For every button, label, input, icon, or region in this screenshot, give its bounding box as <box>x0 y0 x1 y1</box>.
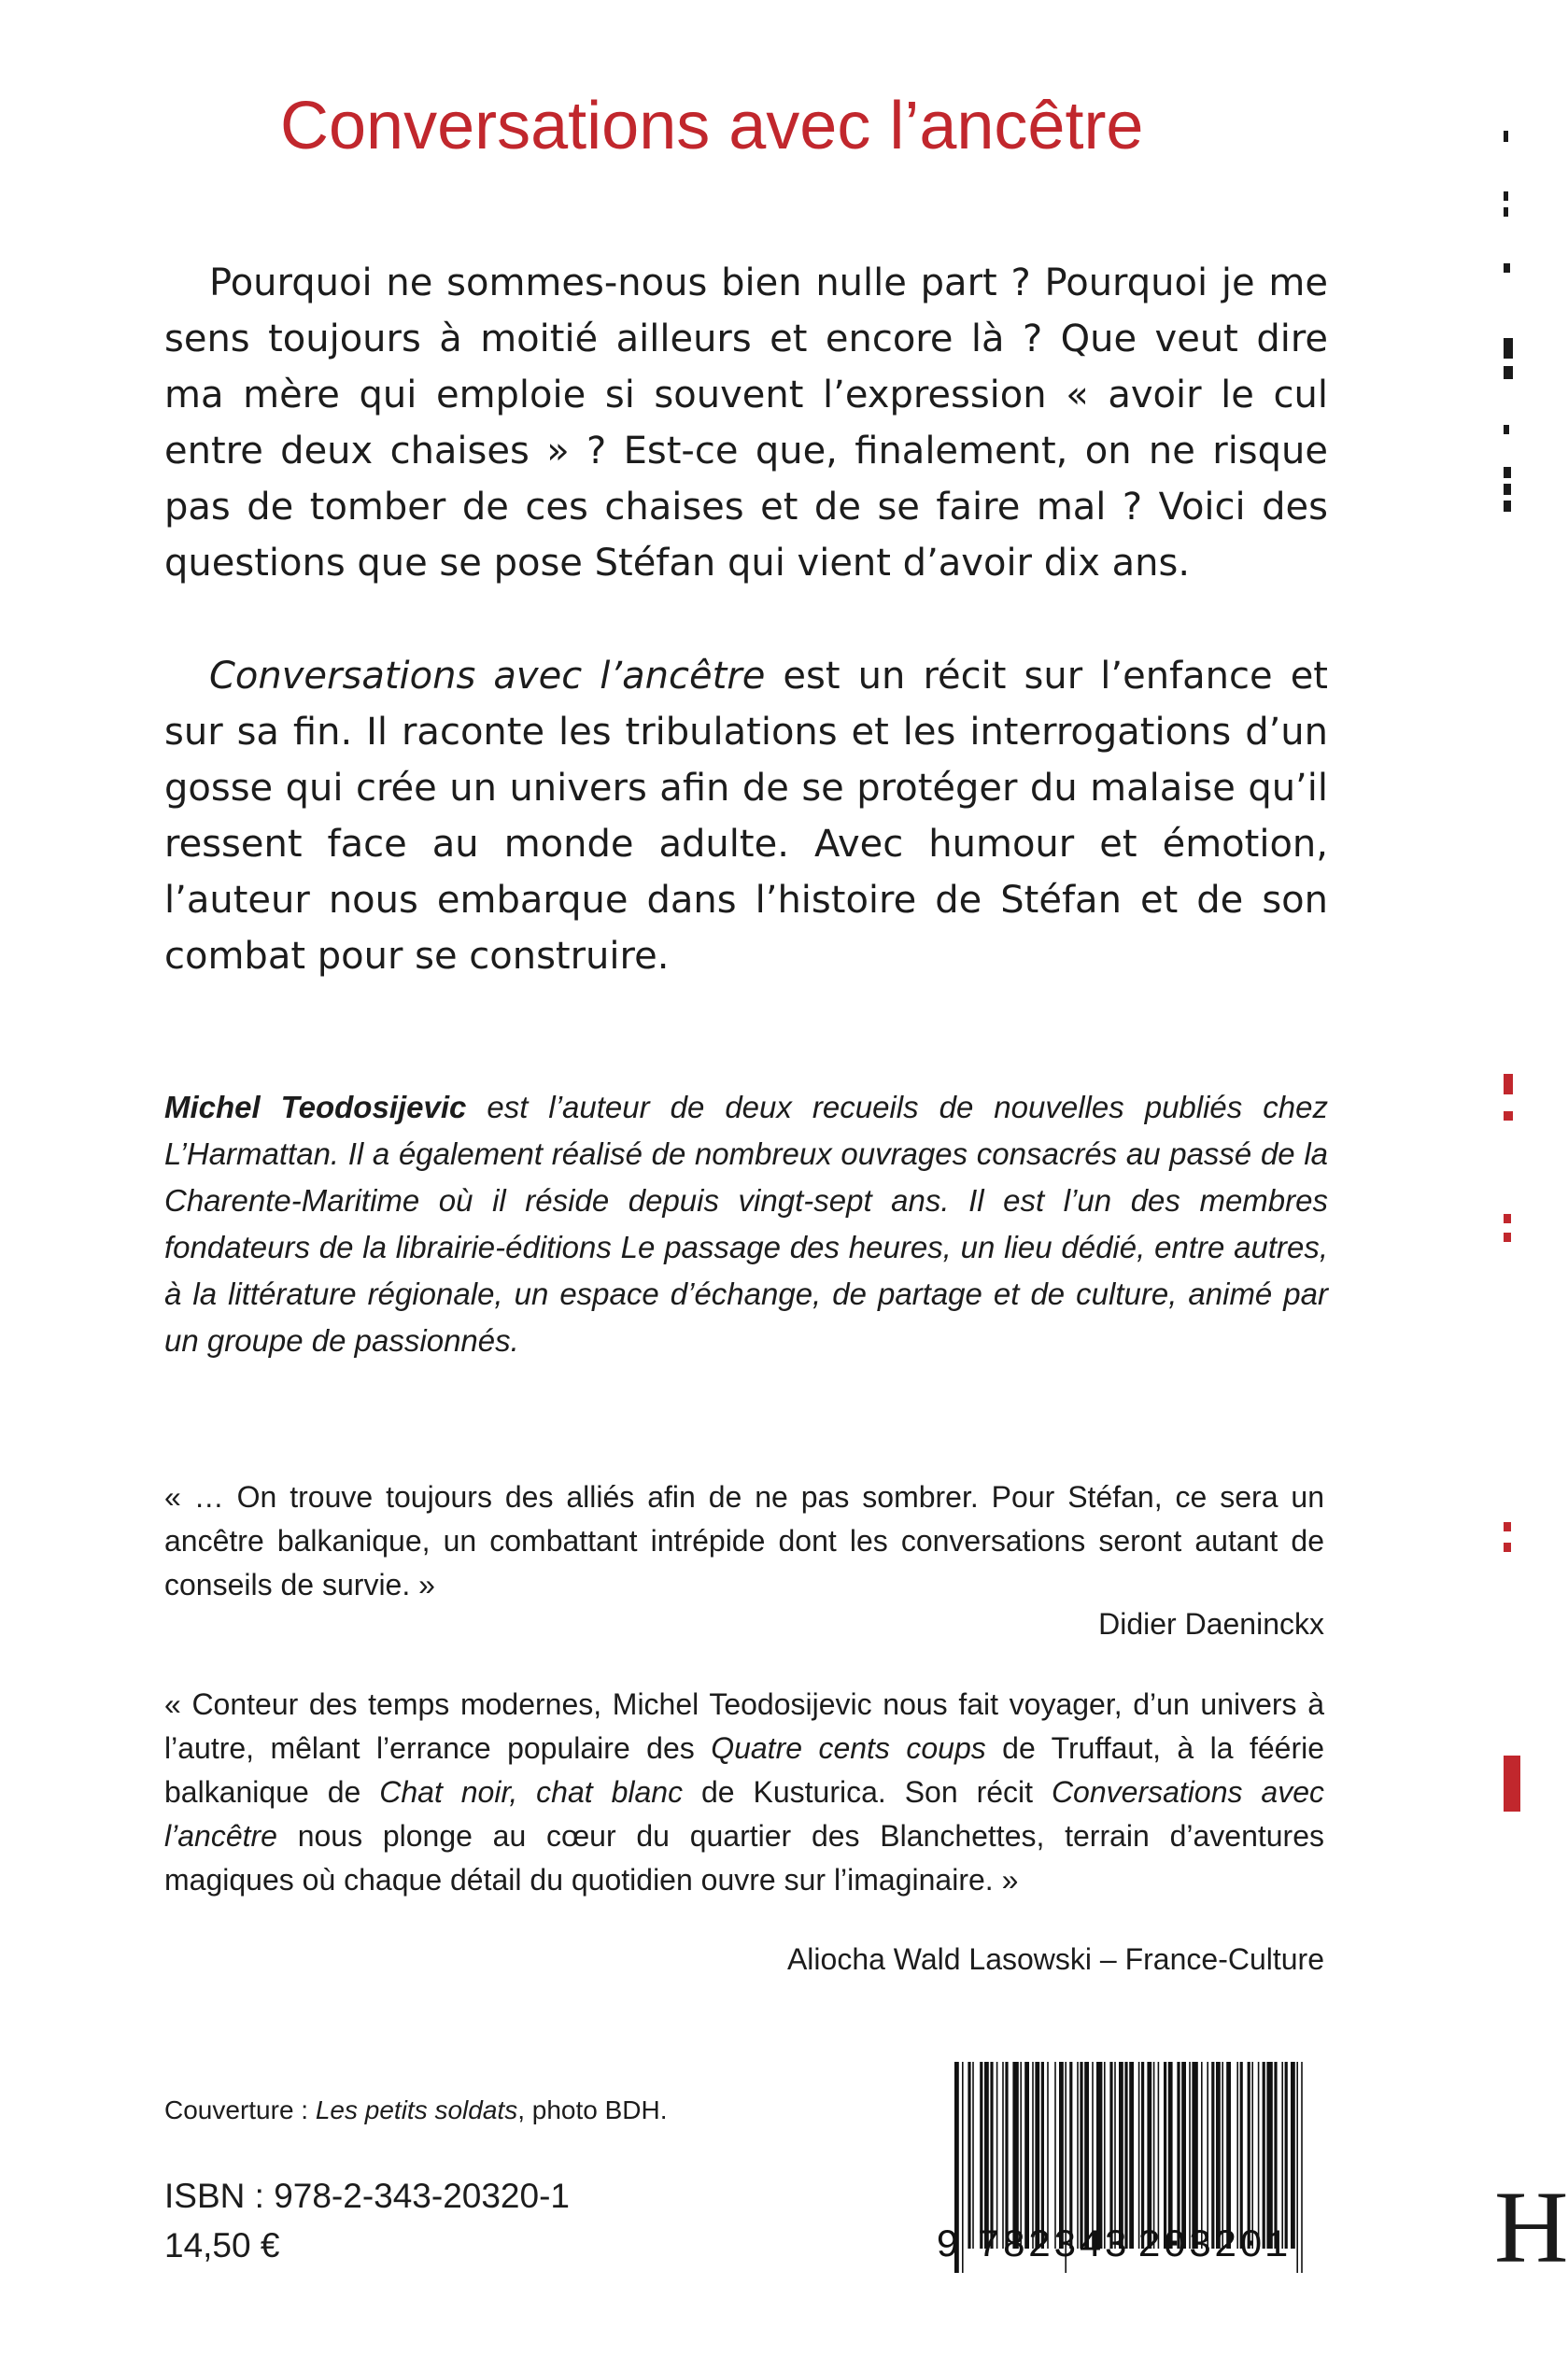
blurb-paragraph-2 <box>164 648 1328 984</box>
review-quote-2-attribution: Aliocha Wald Lasowski – France-Culture <box>786 1942 1324 1976</box>
barcode-bar <box>1207 2062 1208 2249</box>
cover-credit-label: Couverture : <box>164 2095 316 2124</box>
barcode-bar <box>1281 2062 1283 2249</box>
author-bio-text: est l’auteur de deux recueils de nouvelles publiés chez L’Harmattan. Il a également réalisé de nombreux ouvrages consacrés au passé de la Charente-Maritime où il réside depuis vingt-sept ans. Il est l’un des membres fondateurs de la librairie-éditions Le passage des heures, un lieu dédié, entre autres, à la littérature régionale, un espace d’échange, de partage et de culture, animé par un groupe de passionnés. <box>164 1090 1328 1358</box>
barcode-bar <box>1109 2062 1112 2249</box>
barcode-bar <box>1104 2062 1106 2249</box>
barcode-bar <box>1192 2062 1197 2249</box>
barcode-bar <box>1226 2062 1231 2249</box>
blurb-paragraph-2-rest: est un récit sur l’enfance et sur sa fin. Il raconte les tribulations et les interrogations d’un gosse qui crée un univers afin de se protéger du malaise qu’il ressent face au monde adulte. Avec humour et émotion, l’auteur nous embarque dans l’histoire de Stéfan et de son combat pour se construire. <box>164 655 1328 978</box>
blurb-paragraph-1 <box>164 255 1328 591</box>
isbn: ISBN : 978-2-343-20320-1 <box>164 2177 570 2215</box>
barcode-bar <box>962 2062 964 2273</box>
barcode-bar <box>1035 2062 1039 2249</box>
barcode-bar <box>980 2062 982 2249</box>
barcode-bar <box>972 2062 974 2249</box>
quote2-book: Conversations avec l’ancêtre <box>164 1775 1324 1853</box>
barcode-bar <box>990 2062 993 2249</box>
barcode-bar <box>1296 2062 1298 2273</box>
barcode-bar <box>984 2062 989 2249</box>
barcode-bar <box>1266 2062 1272 2249</box>
barcode-bar <box>1216 2062 1221 2249</box>
barcode-bar <box>1147 2062 1151 2249</box>
quote2-film2: Chat noir, chat blanc <box>379 1775 684 1809</box>
barcode-bar <box>1114 2062 1116 2249</box>
barcode-bar <box>1080 2062 1082 2249</box>
barcode-bar <box>1153 2062 1155 2249</box>
barcode-bar <box>1129 2062 1134 2249</box>
review-quote-1: « … On trouve toujours des alliés afin de ne pas sombrer. Pour Stéfan, ce sera un ancêtre balkanique, un combattant intrépide dont les conversations seront autant de conseils de survie. » <box>164 1480 1324 1601</box>
barcode-bar <box>1201 2062 1203 2249</box>
barcode-bar <box>996 2062 998 2249</box>
barcode-bar <box>1291 2062 1295 2249</box>
barcode-digits-group1: 782343 <box>977 2223 1130 2268</box>
publisher-logo: H <box>1494 2170 1568 2284</box>
cover-credit-work: Les petits soldats <box>315 2095 518 2124</box>
barcode-bar <box>1047 2062 1049 2249</box>
barcode-bar <box>1032 2062 1034 2249</box>
barcode-bar <box>1168 2062 1173 2249</box>
barcode-bar <box>1141 2062 1144 2249</box>
barcode-bar <box>1096 2062 1102 2249</box>
spine-edge-marks <box>1504 0 1529 2370</box>
barcode-bar <box>968 2062 970 2249</box>
barcode-bar <box>1005 2062 1008 2249</box>
quote2-film1: Quatre cents coups <box>711 1731 986 1765</box>
quote2-part3: de Kusturica. Son récit <box>683 1775 1052 1809</box>
author-bio <box>164 1084 1328 1364</box>
barcode-bar <box>1301 2062 1303 2273</box>
quote2-part4: nous plonge au cœur du quartier des Blanchettes, terrain d’aventures magiques où chaque détail du quotidien ouvre sur l’imaginaire. » <box>164 1819 1324 1897</box>
book-title: Conversations avec l’ancêtre <box>280 89 1144 163</box>
barcode-bar <box>1181 2062 1186 2249</box>
blurb-paragraph-1-text: Pourquoi ne sommes-nous bien nulle part ? Pourquoi je me sens toujours à moitié ailleurs et encore là ? Que veut dire ma mère qui emploie si souvent l’expression « avoir le cul entre deux chaises » ? Est-ce que, finalement, on ne risque pas de tomber de ces chaises et de se faire mal ? Voici des questions que se pose Stéfan qui vient d’avoir dix ans. <box>164 261 1328 585</box>
blurb-book-title: Conversations avec l’ancêtre <box>209 655 766 698</box>
barcode-bar <box>1119 2062 1123 2249</box>
review-quote-2 <box>164 1683 1324 1902</box>
barcode-bar <box>1222 2062 1223 2249</box>
barcode-bar <box>1069 2062 1072 2249</box>
barcode-bar <box>1240 2062 1243 2249</box>
barcode-bar <box>1274 2062 1277 2249</box>
barcode-digit-first: 9 <box>936 2223 960 2268</box>
barcode-bar <box>1124 2062 1127 2249</box>
cover-credit <box>164 2092 668 2129</box>
barcode-bar <box>1248 2062 1250 2249</box>
barcode-bar <box>1041 2062 1044 2249</box>
barcode-bar <box>1236 2062 1238 2249</box>
barcode-bar <box>1251 2062 1253 2249</box>
barcode-bar <box>1002 2062 1004 2249</box>
barcode-bar <box>1177 2062 1180 2249</box>
barcode-bar <box>1059 2062 1064 2249</box>
barcode-bar <box>1258 2062 1260 2249</box>
barcode-bar <box>1084 2062 1089 2249</box>
barcode-bar <box>1189 2062 1191 2249</box>
barcode-bar <box>1263 2062 1265 2249</box>
quote2-part1: « Conteur des temps modernes, Michel Teodosijevic nous fait voyager, d’un univers à l’autre, mêlant l’errance populaire des <box>164 1687 1324 1765</box>
cover-credit-photo: , photo BDH. <box>517 2095 668 2124</box>
quote2-part2: de Truffaut, à la féérie balkanique de <box>164 1731 1325 1809</box>
barcode-bar <box>1077 2062 1079 2249</box>
barcode-bar <box>1020 2062 1022 2249</box>
barcode-bar <box>1164 2062 1166 2249</box>
barcode-bar <box>1158 2062 1160 2249</box>
barcode-digits-group2: 203201 <box>1137 2223 1291 2268</box>
barcode-bar <box>1285 2062 1288 2249</box>
barcode-bar <box>1012 2062 1018 2249</box>
price: 14,50 € <box>164 2226 280 2264</box>
barcode-bar <box>1024 2062 1029 2249</box>
author-name: Michel Teodosijevic <box>164 1090 467 1124</box>
review-quote-1-attribution: Didier Daeninckx <box>1098 1607 1324 1641</box>
blurb-paragraph-2-text <box>164 648 1328 984</box>
barcode-bar <box>1138 2062 1140 2249</box>
barcode-bar <box>1054 2062 1056 2249</box>
barcode-bar <box>1092 2062 1094 2249</box>
barcode-bar <box>1211 2062 1214 2249</box>
